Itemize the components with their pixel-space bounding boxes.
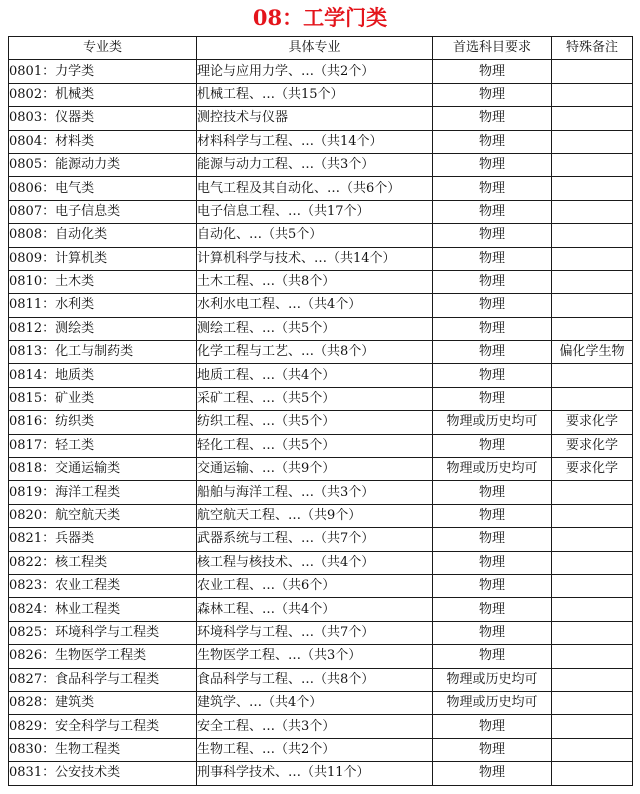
category-code: 0809： [9,250,56,266]
category-cell [9,294,197,317]
note-cell [552,224,633,247]
specialty-cell: 森林工程、…（共4个） [197,598,433,621]
specialty-cell: 采矿工程、…（共5个） [197,387,433,410]
category-cell [9,738,197,761]
table-row [9,107,633,130]
category-name: 交通运输类 [55,461,121,477]
category-name: 地质类 [55,367,95,383]
table-row [9,645,633,668]
note-cell: 偏化学生物 [552,341,633,364]
requirement-cell: 物理或历史均可 [433,668,552,691]
note-cell [552,668,633,691]
requirement-cell: 物理 [433,364,552,387]
note-cell [552,621,633,644]
category-cell [9,691,197,714]
category-name: 自动化类 [55,227,108,243]
category-code: 0813： [9,344,56,360]
category-cell [9,387,197,410]
category-name: 机械类 [55,86,95,102]
note-cell [552,107,633,130]
requirement-cell: 物理或历史均可 [433,411,552,434]
category-code: 0807： [9,203,56,219]
category-cell [9,668,197,691]
category-name: 生物医学工程类 [55,648,147,664]
note-cell [552,200,633,223]
table-row [9,247,633,270]
table-row [9,621,633,644]
category-cell [9,107,197,130]
note-cell [552,504,633,527]
table-row [9,715,633,738]
table-row [9,458,633,481]
specialty-cell: 自动化、…（共5个） [197,224,433,247]
note-cell [552,551,633,574]
header-category: 专业类 [9,37,197,60]
specialty-cell: 交通运输、…（共9个） [197,458,433,481]
category-code: 0830： [9,741,56,757]
category-cell [9,83,197,106]
category-cell [9,528,197,551]
requirement-cell: 物理 [433,107,552,130]
note-cell [552,715,633,738]
specialty-cell: 食品科学与工程、…（共8个） [197,668,433,691]
specialty-cell: 计算机科学与技术、…（共14个） [197,247,433,270]
category-code: 0815： [9,391,56,407]
category-code: 0821： [9,531,56,547]
category-name: 土木类 [55,274,95,290]
category-cell [9,645,197,668]
specialty-cell: 生物工程、…（共2个） [197,738,433,761]
category-cell [9,598,197,621]
header-specialty: 具体专业 [197,37,433,60]
category-cell [9,341,197,364]
category-name: 化工与制药类 [55,344,134,360]
category-cell [9,504,197,527]
category-cell [9,130,197,153]
table-row [9,387,633,410]
table-row [9,364,633,387]
category-code: 0811： [9,297,56,313]
category-cell [9,224,197,247]
table-row [9,200,633,223]
category-code: 0814： [9,367,56,383]
requirement-cell: 物理 [433,738,552,761]
specialty-cell: 测绘工程、…（共5个） [197,317,433,340]
category-cell [9,200,197,223]
requirement-cell: 物理 [433,551,552,574]
category-cell [9,411,197,434]
category-code: 0824： [9,601,56,617]
category-cell [9,715,197,738]
specialty-cell: 生物医学工程、…（共3个） [197,645,433,668]
specialty-cell: 化学工程与工艺、…（共8个） [197,341,433,364]
requirement-cell: 物理 [433,528,552,551]
note-cell [552,645,633,668]
category-name: 海洋工程类 [55,484,121,500]
category-code: 0812： [9,320,56,336]
category-name: 计算机类 [55,250,108,266]
specialty-cell: 机械工程、…（共15个） [197,83,433,106]
requirement-cell: 物理 [433,762,552,785]
note-cell: 要求化学 [552,434,633,457]
specialty-cell: 武器系统与工程、…（共7个） [197,528,433,551]
requirement-cell: 物理 [433,60,552,83]
specialty-cell: 土木工程、…（共8个） [197,270,433,293]
category-name: 食品科学与工程类 [55,671,160,687]
specialty-cell: 电气工程及其自动化、…（共6个） [197,177,433,200]
requirement-cell: 物理或历史均可 [433,691,552,714]
category-code: 0819： [9,484,56,500]
specialty-cell: 材料科学与工程、…（共14个） [197,130,433,153]
note-cell: 要求化学 [552,411,633,434]
category-name: 材料类 [55,133,95,149]
category-name: 仪器类 [55,110,95,126]
note-cell [552,481,633,504]
category-cell [9,153,197,176]
category-code: 0829： [9,718,56,734]
specialty-cell: 核工程与核技术、…（共4个） [197,551,433,574]
note-cell [552,130,633,153]
table-row [9,504,633,527]
category-code: 0801： [9,63,56,79]
category-name: 兵器类 [55,531,95,547]
specialty-cell: 轻化工程、…（共5个） [197,434,433,457]
category-cell [9,574,197,597]
category-code: 0805： [9,157,56,173]
specialty-cell: 航空航天工程、…（共9个） [197,504,433,527]
specialty-cell: 测控技术与仪器 [197,107,433,130]
specialty-cell: 船舶与海洋工程、…（共3个） [197,481,433,504]
requirement-cell: 物理 [433,294,552,317]
header-note: 特殊备注 [552,37,633,60]
category-cell [9,434,197,457]
note-cell [552,317,633,340]
category-code: 0816： [9,414,56,430]
requirement-cell: 物理 [433,715,552,738]
specialty-cell: 纺织工程、…（共5个） [197,411,433,434]
category-name: 测绘类 [55,320,95,336]
note-cell: 要求化学 [552,458,633,481]
category-cell [9,247,197,270]
specialty-cell: 理论与应用力学、…（共2个） [197,60,433,83]
category-code: 0820： [9,508,56,523]
category-code: 0817： [9,437,56,453]
category-name: 环境科学与工程类 [55,624,160,640]
requirement-cell: 物理 [433,387,552,410]
table-row [9,528,633,551]
category-code: 0806： [9,180,56,196]
table-row [9,738,633,761]
category-name: 水利类 [55,297,95,313]
requirement-cell: 物理 [433,317,552,340]
header-requirement: 首选科目要求 [433,37,552,60]
table-row [9,574,633,597]
table-row [9,341,633,364]
category-code: 0810： [9,274,56,290]
requirement-cell: 物理 [433,341,552,364]
specialty-cell: 农业工程、…（共6个） [197,574,433,597]
category-name: 核工程类 [55,554,108,570]
note-cell [552,177,633,200]
category-cell [9,621,197,644]
category-cell [9,458,197,481]
category-code: 0803： [9,110,56,126]
table-row [9,598,633,621]
requirement-cell: 物理 [433,645,552,668]
specialty-cell: 地质工程、…（共4个） [197,364,433,387]
note-cell [552,598,633,621]
requirement-cell: 物理 [433,224,552,247]
category-name: 纺织类 [55,414,95,430]
requirement-cell: 物理 [433,598,552,621]
note-cell [552,574,633,597]
category-name: 航空航天类 [55,508,121,523]
category-code: 0825： [9,624,56,640]
category-cell [9,177,197,200]
table-body [9,60,633,785]
category-code: 0827： [9,671,56,687]
note-cell [552,294,633,317]
note-cell [552,691,633,714]
note-cell [552,83,633,106]
table-row [9,177,633,200]
specialty-cell: 水利水电工程、…（共4个） [197,294,433,317]
category-name: 轻工类 [55,437,95,453]
category-cell [9,762,197,785]
category-name: 林业工程类 [55,601,121,617]
requirement-cell: 物理 [433,247,552,270]
requirement-cell: 物理 [433,83,552,106]
category-code: 0818： [9,461,56,477]
note-cell [552,270,633,293]
requirement-cell: 物理 [433,177,552,200]
requirement-cell: 物理 [433,481,552,504]
specialty-cell: 安全工程、…（共3个） [197,715,433,738]
note-cell [552,738,633,761]
table-row [9,434,633,457]
table-row [9,551,633,574]
note-cell [552,762,633,785]
requirement-cell: 物理 [433,574,552,597]
table-row [9,317,633,340]
specialty-cell: 刑事科学技术、…（共11个） [197,762,433,785]
note-cell [552,387,633,410]
category-name: 安全科学与工程类 [55,718,160,734]
requirement-cell: 物理 [433,270,552,293]
note-cell [552,247,633,270]
category-name: 生物工程类 [55,741,121,757]
requirement-cell: 物理 [433,504,552,527]
table-row [9,668,633,691]
category-code: 0828： [9,695,56,711]
page-title: 08：工学门类 [252,5,388,30]
category-cell [9,270,197,293]
table-row [9,481,633,504]
specialty-cell: 电子信息工程、…（共17个） [197,200,433,223]
category-cell [9,60,197,83]
category-name: 建筑类 [55,695,95,711]
specialty-cell: 能源与动力工程、…（共3个） [197,153,433,176]
category-name: 能源动力类 [55,157,121,173]
category-cell [9,481,197,504]
category-name: 电气类 [55,180,95,196]
category-code: 0822： [9,554,56,570]
category-code: 0808： [9,227,56,243]
category-name: 矿业类 [55,391,95,407]
category-name: 电子信息类 [55,203,121,219]
category-cell [9,364,197,387]
requirement-cell: 物理 [433,621,552,644]
category-cell [9,551,197,574]
table-row [9,60,633,83]
table-row [9,294,633,317]
table-row [9,130,633,153]
category-code: 0826： [9,648,56,664]
requirement-cell: 物理 [433,200,552,223]
category-code: 0802： [9,86,56,102]
table-header-row [9,37,633,60]
category-name: 公安技术类 [55,765,121,781]
table-row [9,270,633,293]
note-cell [552,153,633,176]
note-cell [552,528,633,551]
table-row [9,411,633,434]
specialty-cell: 建筑学、…（共4个） [197,691,433,714]
category-code: 0831： [9,765,56,781]
category-cell [9,317,197,340]
requirement-cell: 物理 [433,130,552,153]
category-name: 力学类 [55,63,95,79]
note-cell [552,364,633,387]
category-code: 0804： [9,133,56,149]
table-row [9,153,633,176]
category-code: 0823： [9,578,56,594]
category-name: 农业工程类 [55,578,121,594]
table-row [9,224,633,247]
majors-table [8,36,633,786]
table-row [9,762,633,785]
requirement-cell: 物理或历史均可 [433,458,552,481]
specialty-cell: 环境科学与工程、…（共7个） [197,621,433,644]
note-cell [552,60,633,83]
table-row [9,691,633,714]
requirement-cell: 物理 [433,434,552,457]
table-row [9,83,633,106]
requirement-cell: 物理 [433,153,552,176]
